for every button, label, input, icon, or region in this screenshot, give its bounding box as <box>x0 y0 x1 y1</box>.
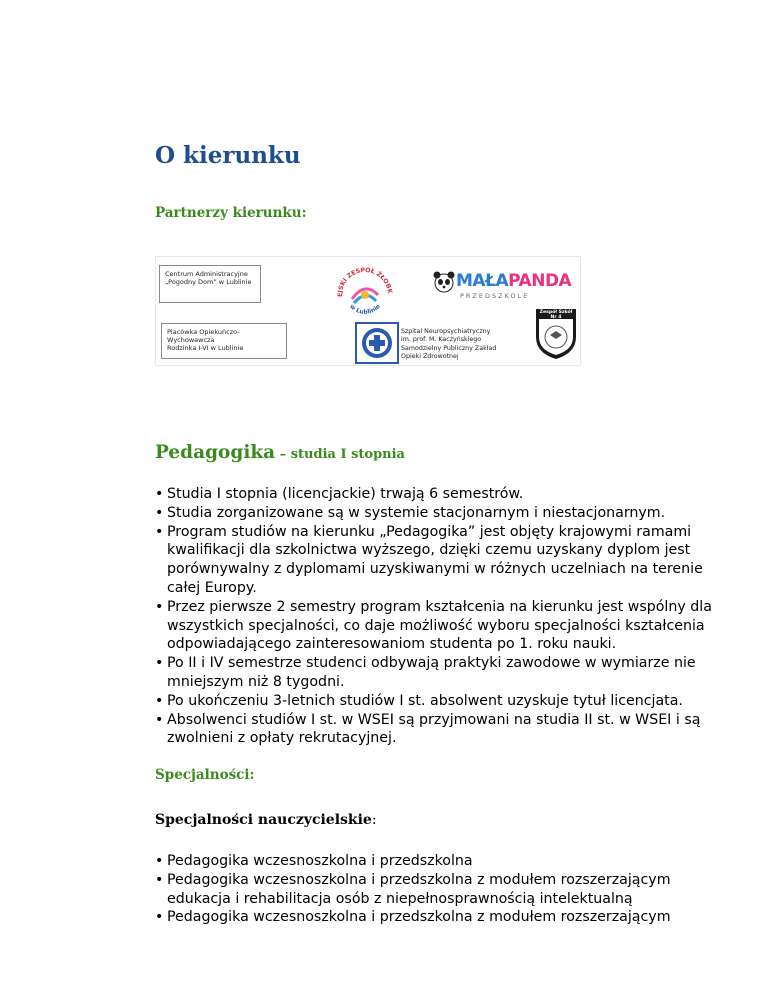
teacher-spec-list <box>155 852 715 927</box>
partners-logos <box>155 256 581 366</box>
partner-centrum-administracyjne <box>159 265 261 303</box>
list-item: • Przez pierwsze 2 semestry program kształcenia na kierunku jest wspólny dla wszystkich specjalności, co daje możliwość wyboru specjalności kształcenia odpowiadającego zainteresowaniom studenta po 1. roku nauki. <box>155 598 715 654</box>
hospital-cross-icon <box>355 322 399 364</box>
partner-szpital <box>401 328 496 362</box>
szpital-text: Opieki Zdrowotnej <box>401 353 459 361</box>
list-item: • Studia I stopnia (licencjackie) trwają 6 semestrów. <box>155 485 715 504</box>
list-item: • Pedagogika wczesnoszkolna i przedszkolna <box>155 852 715 871</box>
partner-text: „Pogodny Dom” w Lublinie <box>165 278 252 286</box>
list-item: • Studia zorganizowane są w systemie stacjonarnym i niestacjonarnym. <box>155 504 715 523</box>
teacher-spec-colon: : <box>371 812 377 828</box>
svg-text:MIEJSKI ZESPÓŁ ŻŁOBKÓW <box>332 259 393 297</box>
panda-icon <box>432 271 456 293</box>
szpital-text: im. prof. M. Kaczyńskiego <box>401 336 482 344</box>
partner-text: Rodzinka I-VI w Lublinie <box>167 344 244 352</box>
zespol-arc-bottom-text: w Lublinie <box>348 303 382 316</box>
szpital-text: Samodzielny Publiczny Zakład <box>401 344 497 352</box>
partner-zespol-szkol <box>534 307 578 361</box>
school-label: Zespół Szkół Nr 4 <box>539 310 573 320</box>
svg-text:w Lublinie <box>348 303 382 316</box>
list-item: • Pedagogika wczesnoszkolna i przedszkolna z modułem rozszerzającym <box>155 908 715 927</box>
panda-sub: PRZEDSZKOLE <box>460 292 530 300</box>
panda-name-right: PANDA <box>508 271 572 291</box>
partner-text: Placówka Opiekuńczo-Wychowawcza <box>167 328 240 344</box>
teacher-spec-heading <box>155 812 377 828</box>
panda-name-left: MAŁA <box>456 271 509 291</box>
program-bullet-list <box>155 485 715 748</box>
panda-name <box>456 272 571 290</box>
list-item: • Absolwenci studiów I st. w WSEI są przyjmowani na studia II st. w WSEI i są zwolnieni z opłaty rekrutacyjnej. <box>155 711 715 749</box>
section-title-main: Pedagogika <box>155 442 276 463</box>
partner-text: Centrum Administracyjne <box>165 270 248 278</box>
partner-szpital-logo <box>355 322 399 364</box>
section-title <box>155 442 405 463</box>
page-title: O kierunku <box>155 142 301 169</box>
partner-mala-panda <box>432 271 572 301</box>
partner-placowka <box>161 323 287 359</box>
szpital-text: Szpital Neuropsychiatryczny <box>401 328 491 335</box>
specjalnosci-heading: Specjalności: <box>155 767 255 783</box>
partner-zespol-zlobkow-logo <box>332 259 398 325</box>
zespol-arc-text: EJSKI ZESPÓŁ ŻŁOBK <box>336 266 393 298</box>
list-item: • Po II i IV semestrze studenci odbywają praktyki zawodowe w wymiarze nie mniejszym niż 8 tygodni. <box>155 654 715 692</box>
zespol-logo-icon <box>332 259 398 325</box>
teacher-spec-label: Specjalności nauczycielskie <box>155 812 372 828</box>
partners-heading: Partnerzy kierunku: <box>155 205 307 221</box>
list-item: • Program studiów na kierunku „Pedagogika” jest objęty krajowymi ramami kwalifikacji dla szkolnictwa wyższego, dzięki czemu uzyskany dyplom jest porównywalny z dyplomami uzyskiwanymi w różnych uczelniach na terenie całej Europy. <box>155 523 715 598</box>
list-item: • Po ukończeniu 3-letnich studiów I st. absolwent uzyskuje tytuł licencjata. <box>155 692 715 711</box>
section-title-sub: – studia I stopnia <box>275 447 405 462</box>
list-item: • Pedagogika wczesnoszkolna i przedszkolna z modułem rozszerzającym edukacja i rehabilitacja osób z niepełnosprawnością intelektualną <box>155 871 715 909</box>
